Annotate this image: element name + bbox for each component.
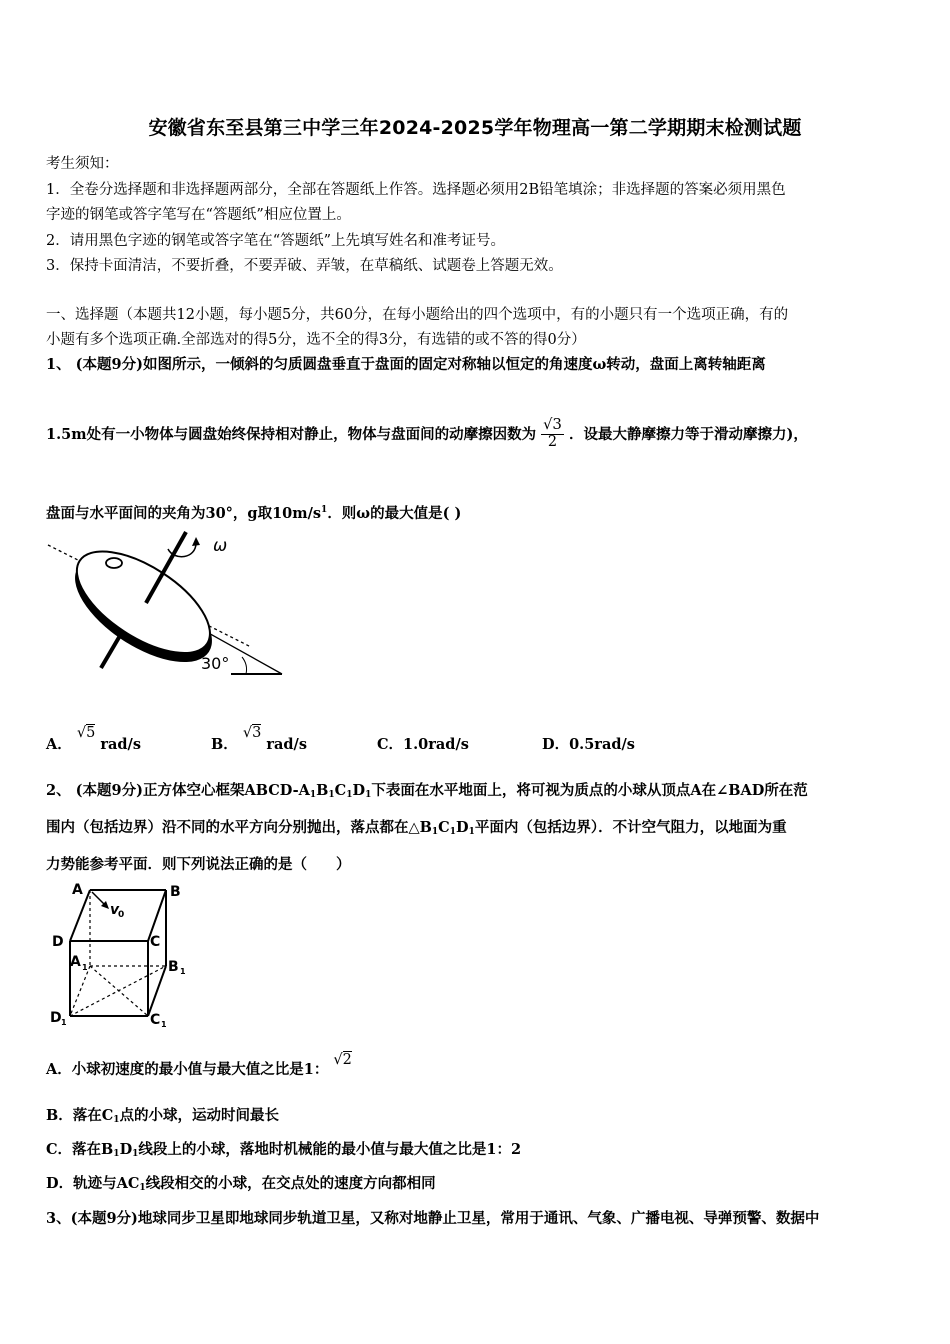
section-line-2: 小题有多个选项正确.全部选对的得5分，选不全的得3分，有选错的或不答的得0分） (46, 332, 586, 348)
q2-option-a-radicand: 2 (342, 1052, 352, 1068)
label-a1-sub: 1 (82, 963, 88, 972)
q2-line-1d: D (352, 782, 366, 799)
q2-line-2c: D (455, 819, 469, 836)
q2-line-2b: C (438, 819, 450, 836)
q1-line-2a: 1.5m处有一小物体与圆盘始终保持相对静止，物体与盘面间的动摩擦因数为 (46, 425, 537, 443)
q1-option-a-radicand: 5 (86, 725, 96, 741)
q2-line-2d: 平面内（包括边界）．不计空气阻力，以地面为重 (474, 819, 787, 836)
notice-item-2: 2．请用黑色字迹的钢笔或答字笔在“答题纸”上先填写姓名和准考证号。 (46, 233, 506, 249)
mu-fraction: $\frac{√3}{2}$ (543, 415, 562, 450)
notice-item-1a: 1．全卷分选择题和非选择题两部分，全部在答题纸上作答。选择题必须用2B铅笔填涂；非选择题的答案必须用黑色 (46, 182, 786, 198)
label-d1: D (50, 1010, 62, 1026)
q1-line-1-text: 1、 (本题9分)如图所示，一倾斜的匀质圆盘垂直于盘面的固定对称轴以恒定的角速度ω转动，盘面上离转轴距离 (46, 356, 766, 373)
q2-option-a (46, 1052, 352, 1079)
q2-option-d-sub: 1 (139, 1183, 146, 1193)
q1-option-a (46, 725, 142, 754)
mu-denominator: 2 (547, 433, 558, 450)
label-v0-sub: 0 (118, 910, 125, 920)
cube-figure (46, 878, 196, 1033)
q1-line-3b: ．则ω的最大值是( ) (327, 505, 462, 522)
q2-option-c (46, 1138, 521, 1159)
q1-line-3 (46, 502, 461, 523)
q2-option-b-a: B．落在C (46, 1107, 114, 1124)
q1-option-a-sqrt: √5 (76, 725, 96, 741)
q1-option-b (211, 725, 308, 754)
label-b1-sub: 1 (180, 967, 186, 976)
notice-item-1b: 字迹的钢笔或答字笔写在“答题纸”相应位置上。 (46, 207, 351, 223)
q2-sub-d: 1 (365, 790, 372, 800)
q1-line-2 (46, 416, 808, 451)
q2-option-b-sub: 1 (113, 1115, 120, 1125)
q3-line-1: 3、(本题9分)地球同步卫星即地球同步轨道卫星，又称对地静止卫星，常用于通讯、气象、广播电视、导弹预警、数据中 (46, 1210, 820, 1227)
q1-line-3-sup: 1 (321, 505, 328, 515)
rotation-arrow (168, 543, 196, 557)
q1-option-b-label: B． (211, 736, 238, 753)
label-v0: v (110, 902, 120, 918)
q2-option-b-b: 点的小球，运动时间最长 (119, 1107, 280, 1124)
label-d1-sub: 1 (61, 1018, 67, 1027)
q2-sub-f: 1 (449, 827, 456, 837)
q2-line-1e: 下表面在水平地面上，将可视为质点的小球从顶点A在∠BAD所在范 (371, 782, 808, 799)
notice-heading: 考生须知： (46, 156, 119, 172)
q1-option-b-sqrt: √3 (242, 725, 262, 741)
q2-line-2a: 围内（包括边界）沿不同的水平方向分别抛出，落点都在△B (46, 819, 432, 836)
notice-item-3: 3．保持卡面清洁，不要折叠，不要弄破、弄皱，在草稿纸、试题卷上答题无效。 (46, 258, 563, 274)
mu-numerator: 3 (552, 415, 562, 433)
q1-option-c: C．1.0rad/s (377, 736, 469, 753)
q2-sub-a: 1 (309, 790, 317, 800)
q2-line-3: 力势能参考平面．则下列说法正确的是（ ） (46, 856, 351, 873)
label-c1: C (150, 1012, 161, 1028)
q2-line-2 (46, 816, 787, 837)
q2-option-b (46, 1104, 279, 1125)
q2-sub-e: 1 (431, 827, 439, 837)
label-d: D (52, 934, 64, 950)
q2-line-1b: B (316, 782, 329, 799)
rotation-arrow-head (192, 537, 200, 546)
small-object (106, 558, 122, 568)
q1-option-d: D．0.5rad/s (542, 736, 635, 753)
tilted-disc-figure (46, 527, 291, 682)
q2-line-1 (46, 779, 808, 800)
label-c1-sub: 1 (161, 1020, 167, 1029)
q2-option-c-sub1: 1 (113, 1149, 120, 1159)
hidden-edge-a1d1 (70, 966, 90, 1016)
q2-sub-c: 1 (346, 790, 353, 800)
label-a: A (72, 882, 83, 898)
label-a1: A (70, 954, 81, 970)
label-b1: B (168, 959, 179, 975)
angle-label: 30° (201, 654, 230, 673)
angle-arc (242, 657, 246, 674)
q1-option-b-radicand: 3 (252, 725, 262, 741)
q2-option-d-b: 线段相交的小球，在交点处的速度方向都相同 (145, 1175, 436, 1192)
hidden-diag-a1c1 (90, 966, 148, 1016)
q1-line-3a: 盘面与水平面间的夹角为30°，g取10m/s (46, 505, 322, 522)
q2-option-a-text: A．小球初速度的最小值与最大值之比是1： (46, 1061, 329, 1078)
q2-option-c-c: 线段上的小球，落地时机械能的最小值与最大值之比是1：2 (138, 1141, 522, 1158)
q2-option-d (46, 1172, 436, 1193)
omega-label: ω (213, 536, 228, 556)
q1-line-1 (46, 353, 766, 374)
q1-line-2b: ．设最大静摩擦力等于滑动摩擦力)， (569, 425, 808, 443)
label-b: B (170, 884, 181, 900)
q2-sub-b: 1 (328, 790, 335, 800)
q2-option-a-sqrt: √2 (333, 1052, 352, 1068)
q1-option-a-label: A． (46, 736, 72, 753)
q2-option-c-a: C．落在B (46, 1141, 114, 1158)
q2-option-d-a: D．轨迹与AC (46, 1175, 140, 1192)
q2-line-1c: C (334, 782, 347, 799)
q2-option-c-b: D (119, 1141, 133, 1158)
q2-line-1a: 2、 (本题9分)正方体空心框架ABCD-A (46, 782, 310, 799)
q2-sub-g: 1 (468, 827, 475, 837)
label-c: C (150, 934, 161, 950)
q1-option-b-unit: rad/s (266, 736, 308, 753)
q1-option-a-unit: rad/s (100, 736, 142, 753)
section-line-1: 一、选择题（本题共12小题，每小题5分，共60分，在每小题给出的四个选项中，有的小题只有一个选项正确，有的 (46, 307, 789, 323)
q2-option-c-sub2: 1 (132, 1149, 139, 1159)
page-title: 安徽省东至县第三中学三年2024-2025学年物理高一第二学期期末检测试题 (148, 117, 802, 139)
